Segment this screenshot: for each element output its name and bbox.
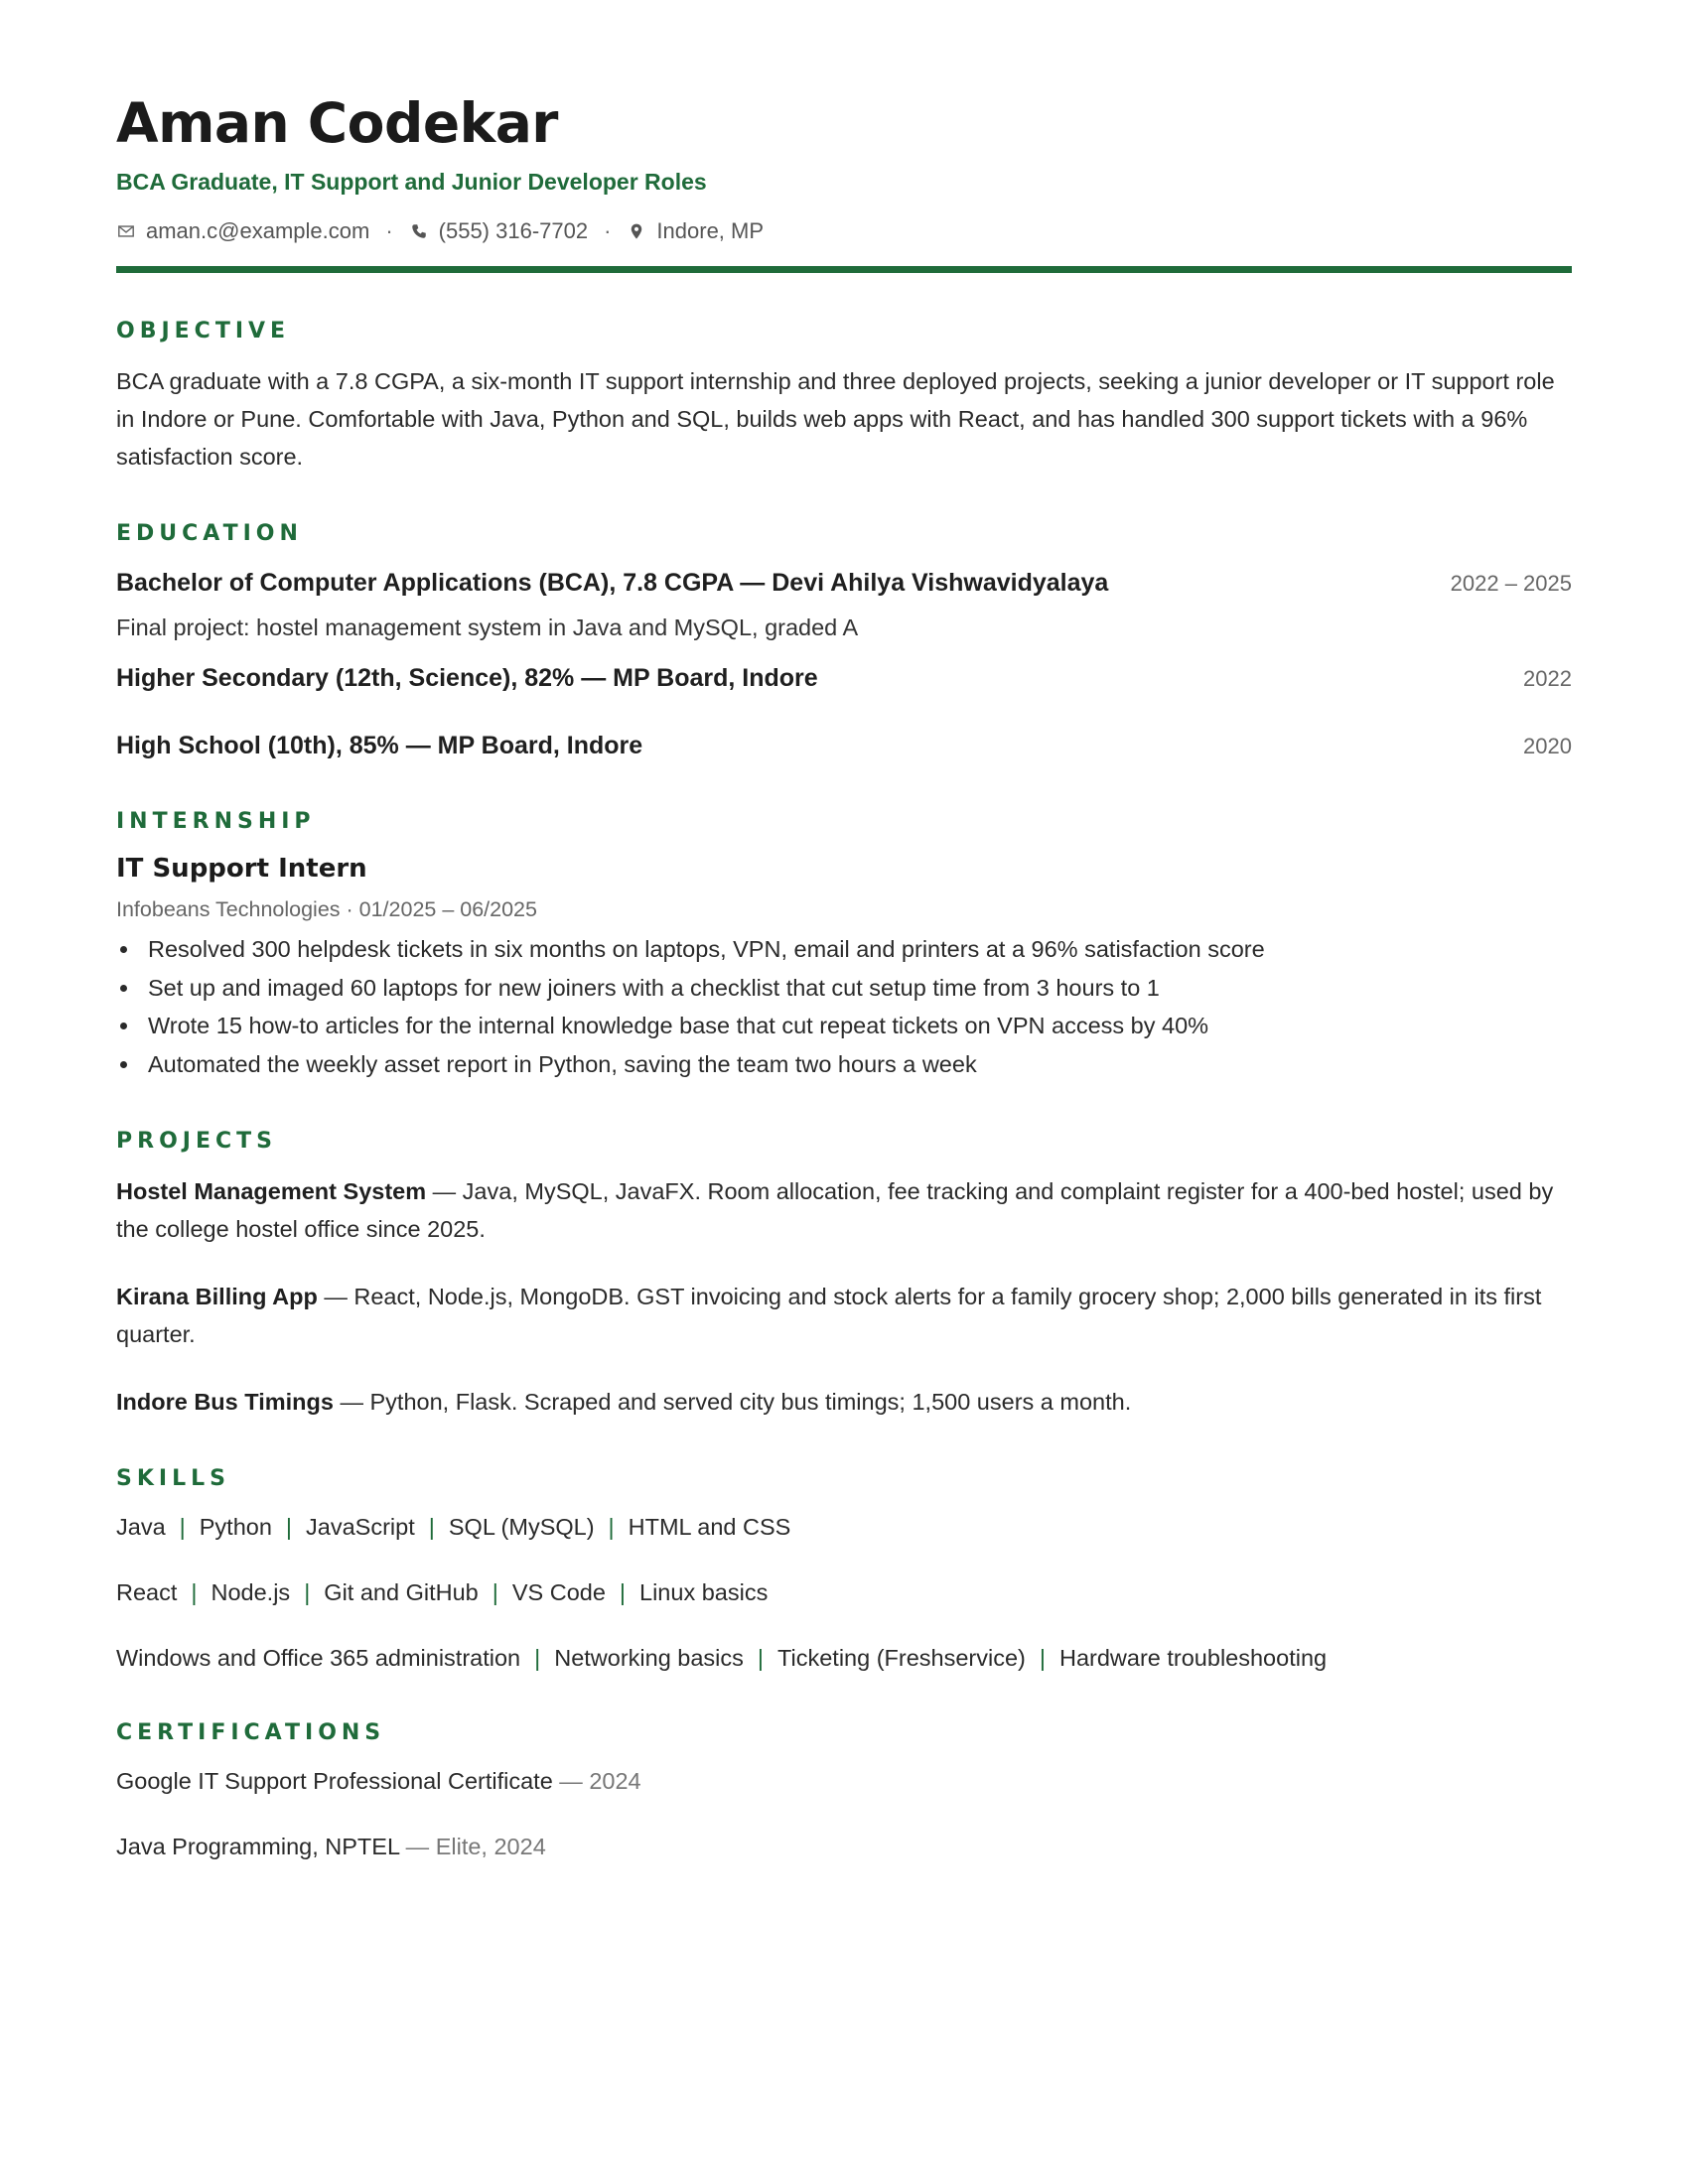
- skill-divider: |: [285, 1514, 293, 1540]
- education-item: [116, 728, 1572, 763]
- location-item: [627, 216, 764, 246]
- skill-item: Ticketing (Freshservice): [777, 1645, 1026, 1671]
- bullet-item: Resolved 300 helpdesk tickets in six months on laptops, VPN, email and printers at a 96% satisfaction score: [116, 930, 1572, 969]
- education-degree: Higher Secondary (12th, Science), 82% — MP Board, Indore: [116, 664, 818, 692]
- project-name: Indore Bus Timings: [116, 1389, 334, 1415]
- project-name: Kirana Billing App: [116, 1284, 318, 1309]
- skill-divider: |: [619, 1579, 627, 1605]
- skill-divider: |: [179, 1514, 186, 1540]
- education-item: [116, 565, 1572, 644]
- skill-divider: |: [608, 1514, 615, 1540]
- section-title-certifications: CERTIFICATIONS: [116, 1720, 386, 1745]
- certification-item: [116, 1764, 1572, 1798]
- bullet-item: Automated the weekly asset report in Python, saving the team two hours a week: [116, 1045, 1572, 1084]
- objective-text: BCA graduate with a 7.8 CGPA, a six-month IT support internship and three deployed projects, seeking a junior developer or IT support role in Indore or Pune. Comfortable with Java, Python and SQL, builds web apps with React, and has handled 300 support tickets with a 96% satisfaction score.: [116, 368, 1555, 470]
- skill-divider: |: [757, 1645, 765, 1671]
- skills-row: [116, 1641, 1572, 1675]
- education-dates: 2022 – 2025: [1450, 571, 1572, 596]
- project-name: Hostel Management System: [116, 1178, 427, 1204]
- email-item[interactable]: [116, 216, 369, 246]
- skill-item: SQL (MySQL): [448, 1514, 595, 1540]
- education-dates: 2022: [1523, 666, 1572, 691]
- bullet-item: Set up and imaged 60 laptops for new joiners with a checklist that cut setup time from 3 hours to 1: [116, 969, 1572, 1008]
- project-item: [116, 1172, 1572, 1248]
- contact-line: [116, 216, 1572, 246]
- skill-item: HTML and CSS: [628, 1514, 791, 1540]
- certification-name: Google IT Support Professional Certificate: [116, 1768, 553, 1794]
- email-text: aman.c@example.com: [146, 218, 370, 243]
- phone-icon: [409, 221, 429, 241]
- internship-section: [116, 807, 1572, 1083]
- project-description: — Python, Flask. Scraped and served city bus timings; 1,500 users a month.: [333, 1389, 1132, 1415]
- skill-item: Git and GitHub: [324, 1579, 479, 1605]
- education-degree: High School (10th), 85% — MP Board, Indore: [116, 732, 643, 759]
- contact-separator: ·: [604, 218, 612, 243]
- skill-divider: |: [428, 1514, 435, 1540]
- section-title-internship: INTERNSHIP: [116, 809, 316, 834]
- project-description: — React, Node.js, MongoDB. GST invoicing and stock alerts for a family grocery shop; 2,000 bills generated in its first quarter.: [116, 1284, 1542, 1347]
- skill-item: React: [116, 1579, 178, 1605]
- education-section: [116, 519, 1572, 763]
- headline: BCA Graduate, IT Support and Junior Developer Roles: [116, 169, 707, 195]
- skills-row: [116, 1575, 1572, 1609]
- skill-item: Windows and Office 365 administration: [116, 1645, 521, 1671]
- internship-role: IT Support Intern: [116, 854, 367, 884]
- internship-meta: Infobeans Technologies · 01/2025 – 06/2025: [116, 897, 537, 921]
- section-title-education: EDUCATION: [116, 521, 303, 546]
- skills-row: [116, 1510, 1572, 1544]
- envelope-icon: [116, 221, 136, 241]
- section-title-skills: SKILLS: [116, 1466, 230, 1491]
- skill-item: Networking basics: [554, 1645, 744, 1671]
- skill-item: Hardware troubleshooting: [1058, 1645, 1328, 1671]
- skill-item: Node.js: [211, 1579, 291, 1605]
- education-degree: Bachelor of Computer Applications (BCA), 7.8 CGPA — Devi Ahilya Vishwavidyalaya: [116, 569, 1109, 597]
- location-text: Indore, MP: [656, 218, 765, 243]
- skills-section: [116, 1464, 1572, 1675]
- bullet-item: Wrote 15 how-to articles for the internal knowledge base that cut repeat tickets on VPN access by 40%: [116, 1007, 1572, 1045]
- skill-item: Linux basics: [639, 1579, 769, 1605]
- map-pin-icon: [627, 221, 646, 241]
- candidate-name: Aman Codekar: [116, 91, 558, 155]
- skill-item: Java: [116, 1514, 166, 1540]
- projects-section: [116, 1127, 1572, 1421]
- skill-divider: |: [492, 1579, 498, 1605]
- certification-detail: — 2024: [552, 1768, 641, 1794]
- skill-divider: |: [191, 1579, 198, 1605]
- contact-separator: ·: [385, 218, 393, 243]
- education-item: [116, 660, 1572, 696]
- header-divider: [116, 266, 1572, 273]
- certification-item: [116, 1830, 1572, 1863]
- phone-text: (555) 316-7702: [438, 218, 589, 243]
- project-item: [116, 1278, 1572, 1353]
- skill-divider: |: [534, 1645, 541, 1671]
- education-dates: 2020: [1523, 734, 1572, 758]
- skill-divider: |: [304, 1579, 311, 1605]
- section-title-objective: OBJECTIVE: [116, 319, 291, 343]
- certification-name: Java Programming, NPTEL: [116, 1834, 400, 1859]
- skill-item: Python: [199, 1514, 272, 1540]
- internship-bullets: [116, 930, 1572, 1083]
- skill-item: VS Code: [511, 1579, 606, 1605]
- skill-divider: |: [1039, 1645, 1046, 1671]
- project-description: — Java, MySQL, JavaFX. Room allocation, fee tracking and complaint register for a 400-bed hostel; used by the college hostel office since 2025.: [116, 1178, 1554, 1242]
- certifications-section: [116, 1718, 1572, 1863]
- skill-item: JavaScript: [306, 1514, 415, 1540]
- objective-section: [116, 317, 1572, 476]
- project-item: [116, 1383, 1572, 1421]
- certification-detail: — Elite, 2024: [399, 1834, 546, 1859]
- section-title-projects: PROJECTS: [116, 1129, 277, 1154]
- education-note: Final project: hostel management system in Java and MySQL, graded A: [116, 614, 859, 640]
- phone-item[interactable]: [409, 216, 588, 246]
